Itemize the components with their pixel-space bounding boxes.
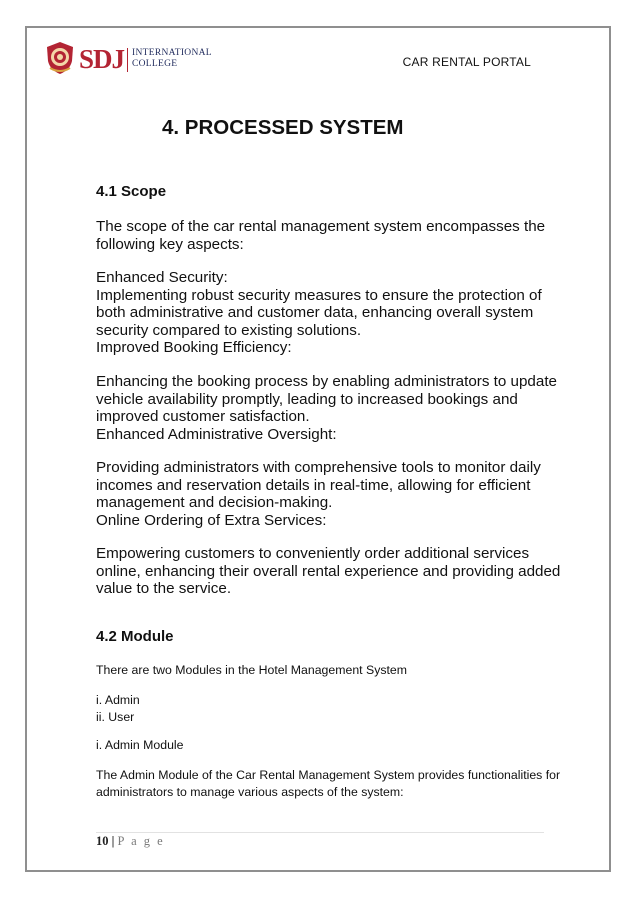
chapter-title: 4. PROCESSED SYSTEM	[162, 116, 404, 139]
scope-intro-paragraph: The scope of the car rental management system encompasses the following key aspects:	[96, 218, 546, 253]
page-label: P a g e	[117, 834, 165, 848]
admin-module-description: The Admin Module of the Car Rental Management System provides functionalities for administrators to manage various aspects of the system:	[96, 768, 561, 799]
header-title: CAR RENTAL PORTAL	[402, 55, 531, 69]
logo-divider	[127, 48, 128, 72]
seal-icon	[44, 41, 76, 75]
modules-list: i. Admin ii. User	[96, 693, 140, 724]
logo-line-1: INTERNATIONAL	[132, 48, 212, 58]
page-number: 10	[96, 834, 109, 848]
college-logo	[44, 41, 212, 77]
booking-efficiency-paragraph: Enhancing the booking process by enabling administrators to update vehicle availability promptly, leading to increased bookings and improved customer satisfaction. Enhanced Administrative Oversight:	[96, 373, 557, 443]
footer-separator: |	[108, 834, 118, 848]
extra-services-paragraph: Empowering customers to conveniently order additional services online, enhancing their overall rental experience and providing added value to the service.	[96, 545, 561, 598]
page-footer	[96, 834, 165, 849]
section-heading-module: 4.2 Module	[96, 628, 174, 645]
footer-rule	[96, 832, 544, 833]
enhanced-security-paragraph: Enhanced Security: Implementing robust security measures to ensure the protection of both administrative and customer data, enhancing overall system security compared to existing solutions. Improved Booking Efficiency:	[96, 269, 542, 357]
modules-intro: There are two Modules in the Hotel Management System	[96, 663, 407, 677]
logo-brand: SDJ	[79, 44, 125, 74]
admin-oversight-paragraph: Providing administrators with comprehensive tools to monitor daily incomes and reservation details in real-time, allowing for efficient management and decision-making. Online Ordering of Extra Services:	[96, 459, 541, 529]
admin-module-heading: i. Admin Module	[96, 738, 184, 752]
section-heading-scope: 4.1 Scope	[96, 183, 167, 200]
logo-line-2: COLLEGE	[132, 59, 178, 69]
